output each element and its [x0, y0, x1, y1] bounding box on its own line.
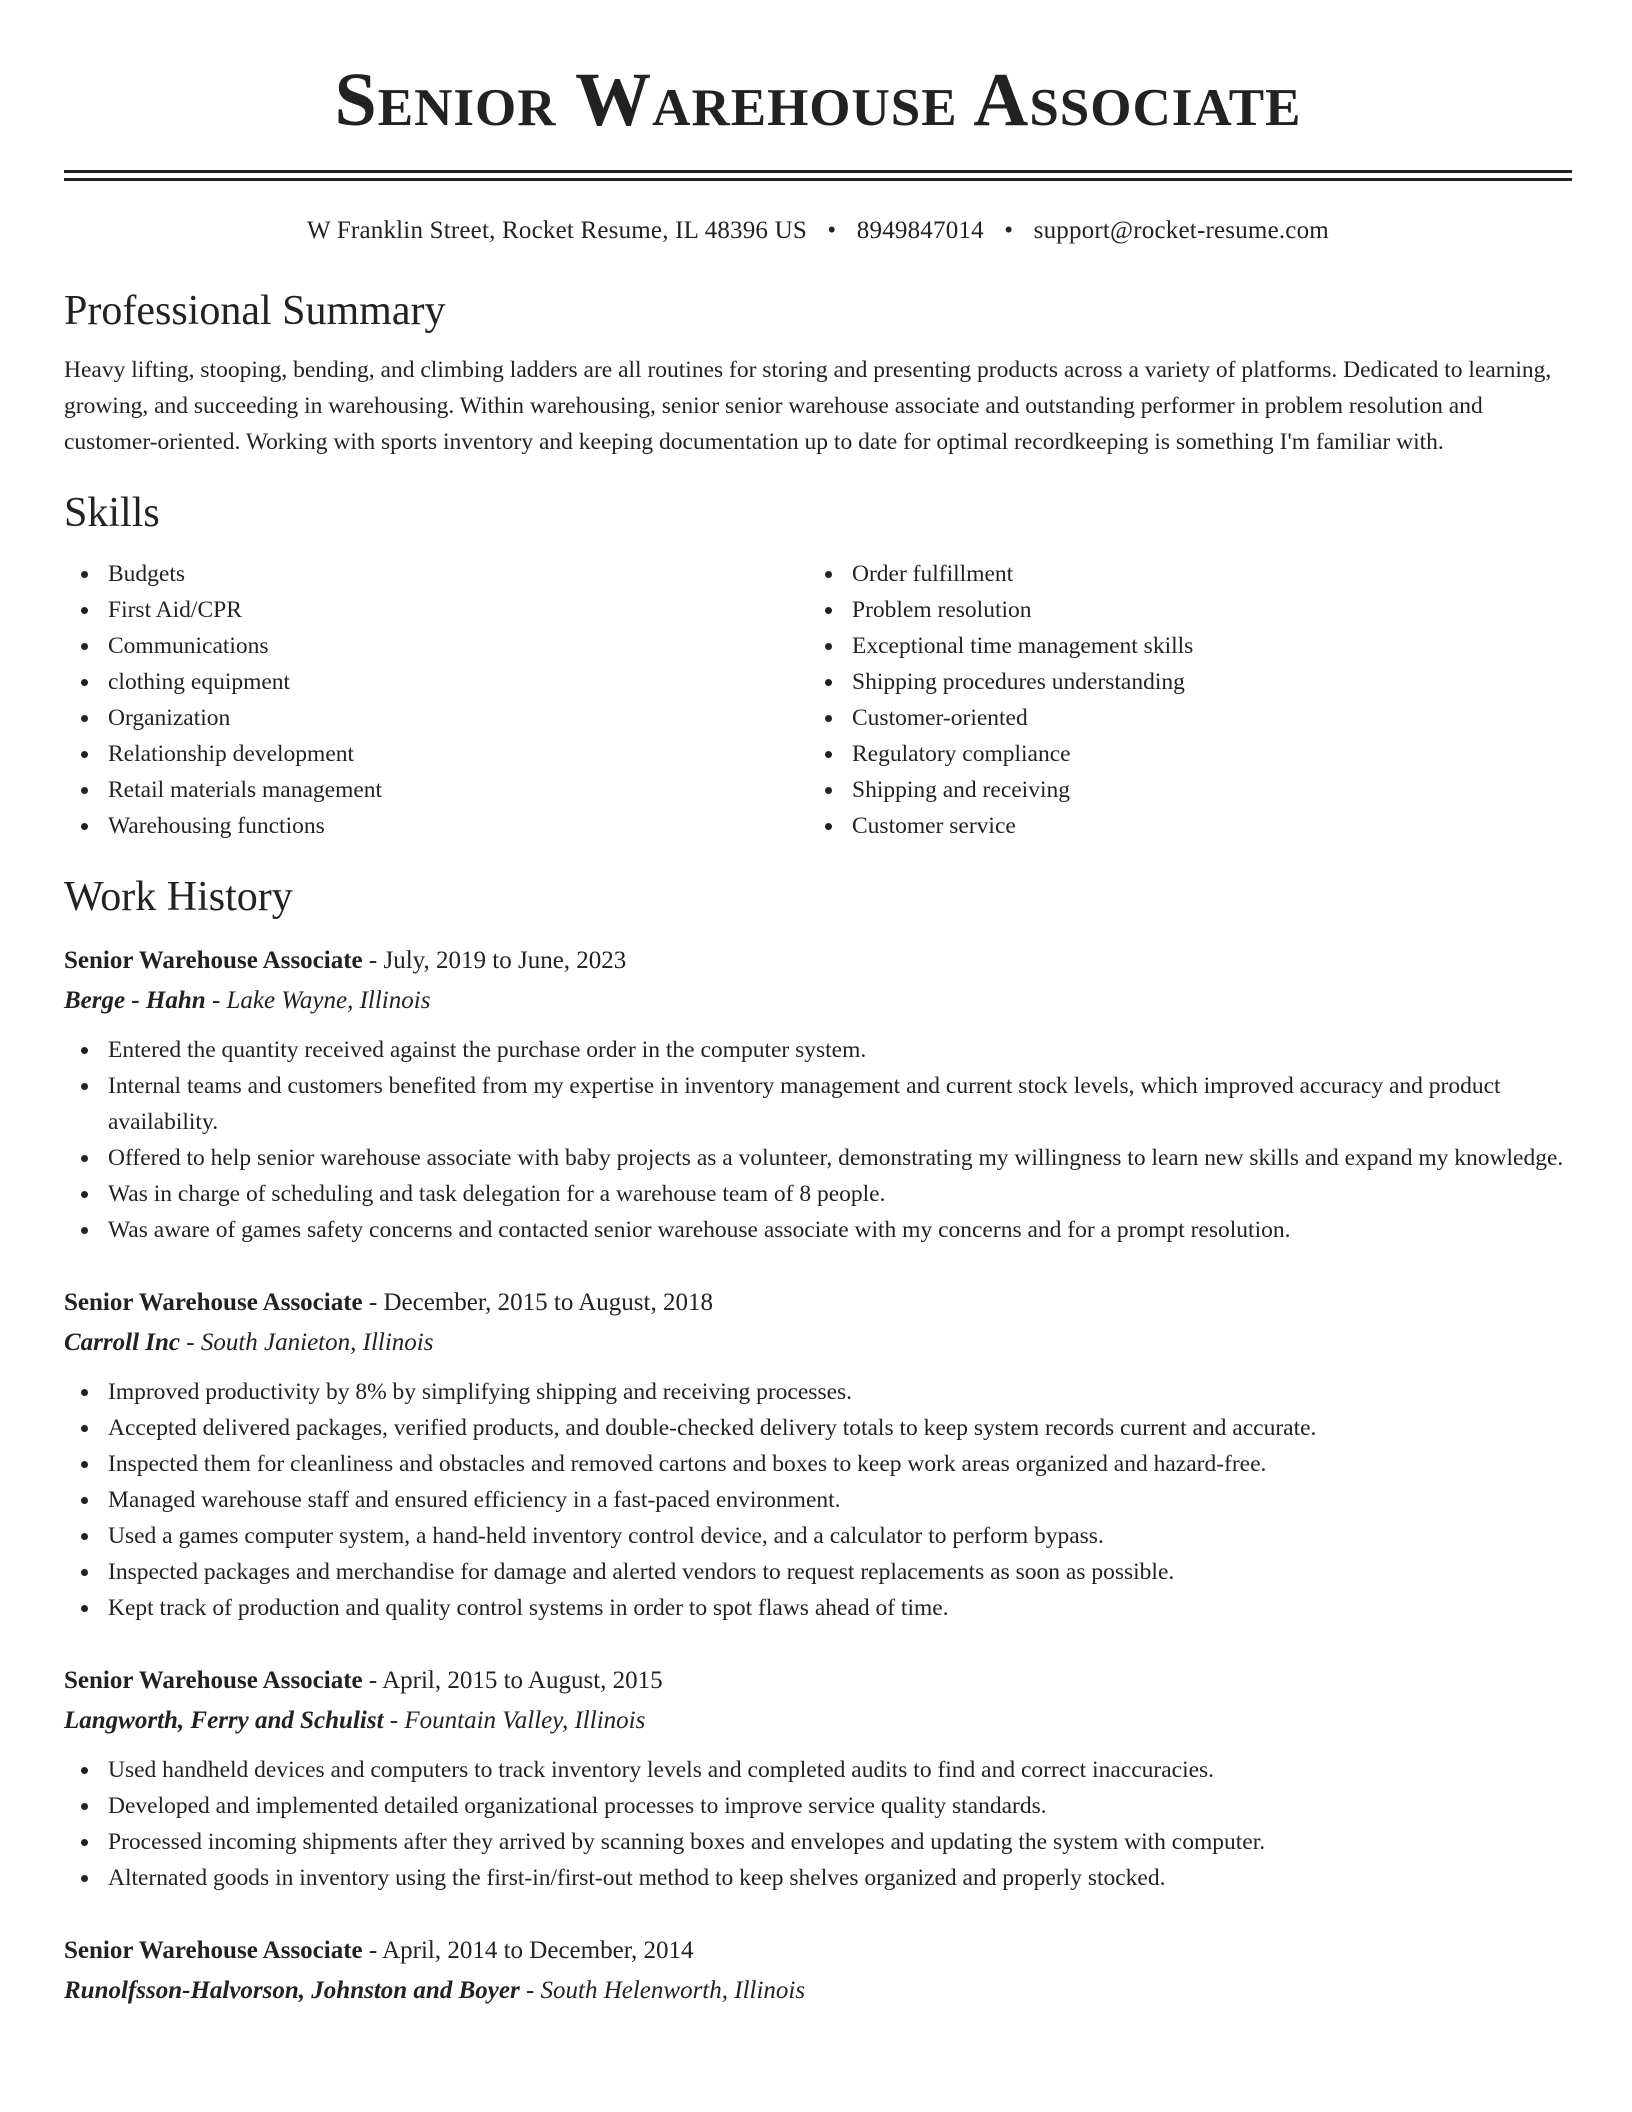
skills-left-column	[64, 556, 808, 844]
skill-item: Warehousing functions	[64, 808, 808, 844]
skill-item: Problem resolution	[808, 592, 1552, 628]
contact-address: W Franklin Street, Rocket Resume, IL 48396 US	[307, 217, 807, 244]
job-title: Senior Warehouse Associate	[64, 1937, 363, 1964]
job-entry	[64, 1288, 1572, 1626]
duty-item: Entered the quantity received against the purchase order in the computer system.	[64, 1032, 1572, 1068]
job-title-line	[64, 1666, 1572, 1696]
job-title: Senior Warehouse Associate	[64, 947, 363, 974]
skill-item: Exceptional time management skills	[808, 628, 1552, 664]
resume-page	[64, 0, 1572, 2006]
skill-item: Shipping procedures understanding	[808, 664, 1552, 700]
skill-item: Regulatory compliance	[808, 736, 1552, 772]
company-location: - Fountain Valley, Illinois	[383, 1707, 646, 1734]
duty-item: Improved productivity by 8% by simplifying shipping and receiving processes.	[64, 1374, 1572, 1410]
job-title: Senior Warehouse Associate	[64, 1667, 363, 1694]
company-line	[64, 986, 1572, 1016]
duty-item: Was in charge of scheduling and task delegation for a warehouse team of 8 people.	[64, 1176, 1572, 1212]
skill-item: Communications	[64, 628, 808, 664]
duty-item: Inspected them for cleanliness and obstacles and removed cartons and boxes to keep work areas organized and hazard-free.	[64, 1446, 1572, 1482]
duty-item: Inspected packages and merchandise for damage and alerted vendors to request replacements as soon as possible.	[64, 1554, 1572, 1590]
company-location: - South Helenworth, Illinois	[519, 1977, 806, 2004]
duty-item: Developed and implemented detailed organizational processes to improve service quality standards.	[64, 1788, 1572, 1824]
contact-line	[64, 216, 1572, 246]
company-name: Runolfsson-Halvorson, Johnston and Boyer	[64, 1977, 520, 2004]
job-duties	[64, 1374, 1572, 1626]
company-line	[64, 1976, 1572, 2006]
job-duties	[64, 1032, 1572, 1248]
duty-item: Processed incoming shipments after they arrived by scanning boxes and envelopes and updating the system with computer.	[64, 1824, 1572, 1860]
company-name: Langworth, Ferry and Schulist	[64, 1707, 384, 1734]
skill-item: Organization	[64, 700, 808, 736]
job-dates: - April, 2015 to August, 2015	[362, 1667, 663, 1694]
job-title-line	[64, 1288, 1572, 1318]
job-dates: - April, 2014 to December, 2014	[362, 1937, 694, 1964]
skill-item: Retail materials management	[64, 772, 808, 808]
company-line	[64, 1328, 1572, 1358]
contact-separator: •	[827, 217, 837, 244]
skill-item: Relationship development	[64, 736, 808, 772]
header-rule-top	[64, 170, 1572, 173]
company-name: Berge - Hahn	[64, 987, 206, 1014]
header-rule-bottom	[64, 178, 1572, 181]
job-entry	[64, 1666, 1572, 1896]
job-dates: - July, 2019 to June, 2023	[362, 947, 627, 974]
contact-separator: •	[1004, 217, 1014, 244]
skill-item: clothing equipment	[64, 664, 808, 700]
skill-item: Customer service	[808, 808, 1552, 844]
job-title-line	[64, 946, 1572, 976]
company-name: Carroll Inc	[64, 1329, 181, 1356]
job-title-line	[64, 1936, 1572, 1966]
job-duties	[64, 1752, 1572, 1896]
candidate-name: Senior Warehouse Associate	[334, 58, 1302, 142]
skill-item: Customer-oriented	[808, 700, 1552, 736]
summary-text: Heavy lifting, stooping, bending, and climbing ladders are all routines for storing and presenting products across a variety of platforms. Dedicated to learning, growing, and succeeding in warehousing. Within warehousing, senior senior warehouse associate and outstanding performer in problem resolution and customer-oriented. Working with sports inventory and keeping documentation up to date for optimal recordkeeping is something I'm familiar with.	[64, 357, 1552, 455]
duty-item: Alternated goods in inventory using the first-in/first-out method to keep shelves organized and properly stocked.	[64, 1860, 1572, 1896]
duty-item: Offered to help senior warehouse associate with baby projects as a volunteer, demonstrating my willingness to learn new skills and expand my knowledge.	[64, 1140, 1572, 1176]
skill-item: First Aid/CPR	[64, 592, 808, 628]
duty-item: Used handheld devices and computers to track inventory levels and completed audits to find and correct inaccuracies.	[64, 1752, 1572, 1788]
duty-item: Used a games computer system, a hand-held inventory control device, and a calculator to perform bypass.	[64, 1518, 1572, 1554]
company-location: - Lake Wayne, Illinois	[205, 987, 431, 1014]
job-entry	[64, 1936, 1572, 2006]
contact-email: support@rocket-resume.com	[1033, 217, 1329, 244]
duty-item: Kept track of production and quality control systems in order to spot flaws ahead of time.	[64, 1590, 1572, 1626]
duty-item: Was aware of games safety concerns and contacted senior warehouse associate with my concerns and for a prompt resolution.	[64, 1212, 1572, 1248]
job-title: Senior Warehouse Associate	[64, 1289, 363, 1316]
skill-item: Order fulfillment	[808, 556, 1552, 592]
contact-phone: 8949847014	[856, 217, 984, 244]
duty-item: Internal teams and customers benefited from my expertise in inventory management and current stock levels, which improved accuracy and product availability.	[64, 1068, 1572, 1140]
job-entry	[64, 946, 1572, 1248]
job-dates: - December, 2015 to August, 2018	[362, 1289, 713, 1316]
duty-item: Managed warehouse staff and ensured efficiency in a fast-paced environment.	[64, 1482, 1572, 1518]
company-location: - South Janieton, Illinois	[180, 1329, 434, 1356]
skills-columns	[64, 556, 1572, 844]
skill-item: Budgets	[64, 556, 808, 592]
summary-heading: Professional Summary	[64, 288, 446, 334]
duty-item: Accepted delivered packages, verified products, and double-checked delivery totals to keep system records current and accurate.	[64, 1410, 1572, 1446]
work-history-heading: Work History	[64, 874, 293, 920]
skill-item: Shipping and receiving	[808, 772, 1552, 808]
skills-heading: Skills	[64, 490, 160, 536]
company-line	[64, 1706, 1572, 1736]
skills-right-column	[808, 556, 1552, 844]
